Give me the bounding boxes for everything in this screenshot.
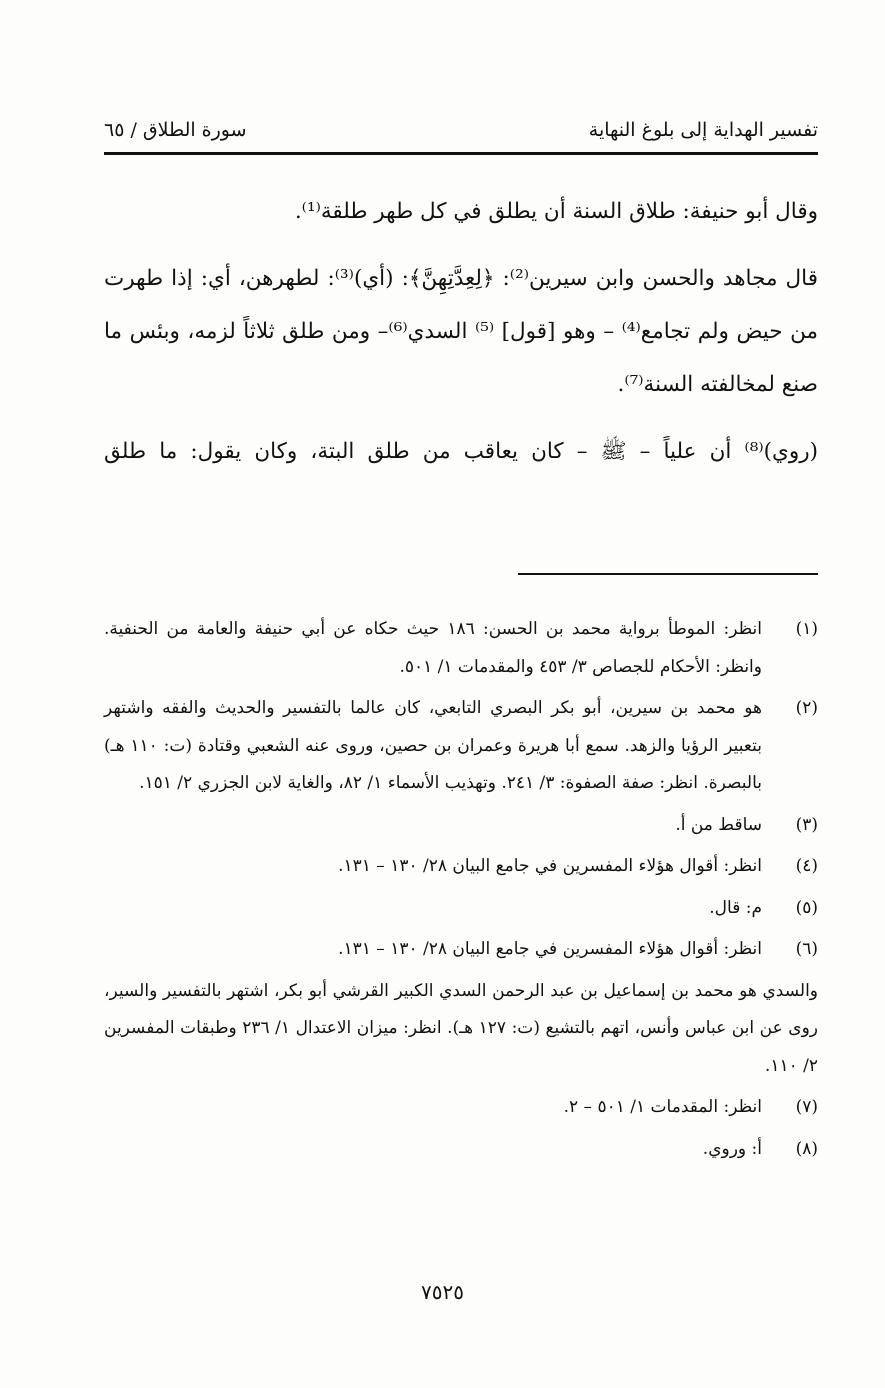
- footnote-number: (٧): [795, 1097, 818, 1117]
- footnotes: [104, 611, 818, 1172]
- footnote-text: هو محمد بن سيرين، أبو بكر البصري التابعي، كان عالما بالتفسير والحديث والفقه واشتهر بتعبير الرؤيا والزهد. سمع أبا هريرة وعمران بن حصين، وروى عنه الشعبي وقتادة (ت: ١١٠ هـ) بالبصرة. انظر: صفة الصفوة: ٣/ ٢٤١. وتهذيب الأسماء ١/ ٨٢، والغاية لابن الجزري ٢/ ١٥١.: [104, 698, 762, 793]
- footnote-text: م: قال.: [709, 897, 762, 918]
- footnote-text: أ: وروي.: [702, 1138, 762, 1159]
- footnote-3: [104, 807, 818, 845]
- footnote-number: (١): [795, 619, 818, 639]
- paragraph-1: وقال أبو حنيفة: طلاق السنة أن يطلق في كل طهر طلقة⁽¹⁾.: [294, 199, 818, 224]
- footnote-number: (٥): [795, 897, 818, 918]
- paragraph-2: قال مجاهد والحسن وابن سيرين⁽²⁾: ﴿لِعِدَّتِهِنَّ﴾: (أي)⁽³⁾: لطهرهن، أي: إذا طهرت من حيض ولم تجامع⁽⁴⁾ – وهو [قول] ⁽⁵⁾ السدي⁽⁶⁾– ومن طلق ثلاثاً لزمه، وبئس ما صنع لمخالفته السنة⁽⁷⁾.: [104, 266, 818, 397]
- footnote-number: (٣): [795, 814, 818, 835]
- page-number: ٧٥٢٥: [421, 1280, 464, 1304]
- footnote-4: [104, 848, 818, 886]
- footnote-1: [104, 611, 818, 686]
- footnote-5: [104, 890, 818, 928]
- footnote-6-continuation: والسدي هو محمد بن إسماعيل بن عبد الرحمن السدي الكبير القرشي أبو بكر، اشتهر بالتفسير والسير، روى عن ابن عباس وأنس، اتهم بالتشيع (ت: ١٢٧ هـ). انظر: ميزان الاعتدال ١/ ٢٣٦ وطبقات المفسرين ٢/ ١١٠.: [104, 980, 818, 1076]
- footnote-text: انظر: أقوال هؤلاء المفسرين في جامع البيان ٢٨/ ١٣٠ – ١٣١.: [338, 856, 762, 876]
- footnote-text: انظر: المقدمات ١/ ٥٠١ – ٢.: [563, 1097, 762, 1117]
- header-rule: [104, 152, 818, 155]
- footnote-number: (٦): [795, 939, 818, 959]
- footnote-separator: [518, 573, 818, 575]
- running-header: [104, 112, 818, 148]
- book-title: تفسير الهداية إلى بلوغ النهاية: [588, 119, 818, 141]
- paragraph-3: (روي)⁽⁸⁾ أن علياً – ﷺ – كان يعاقب من طلق البتة، وكان يقول: ما طلق: [104, 439, 818, 464]
- footnote-7: [104, 1089, 818, 1127]
- main-text: [104, 185, 818, 478]
- surah-reference: سورة الطلاق / ٦٥: [104, 119, 247, 141]
- footnote-text: انظر: الموطأ برواية محمد بن الحسن: ١٨٦ حيث حكاه عن أبي حنيفة والعامة من الحنفية. وانظر: الأحكام للجصاص ٣/ ٤٥٣ والمقدمات ١/ ٥٠١.: [104, 619, 762, 677]
- footnote-text: انظر: أقوال هؤلاء المفسرين في جامع البيان ٢٨/ ١٣٠ – ١٣١.: [338, 939, 762, 959]
- footnote-number: (٨): [795, 1138, 818, 1159]
- footnote-6: [104, 931, 818, 969]
- footnote-2: [104, 690, 818, 803]
- footnote-number: (٢): [795, 698, 818, 718]
- footnote-8: [104, 1131, 818, 1169]
- footnote-number: (٤): [795, 856, 818, 876]
- footnote-text: ساقط من أ.: [675, 814, 762, 835]
